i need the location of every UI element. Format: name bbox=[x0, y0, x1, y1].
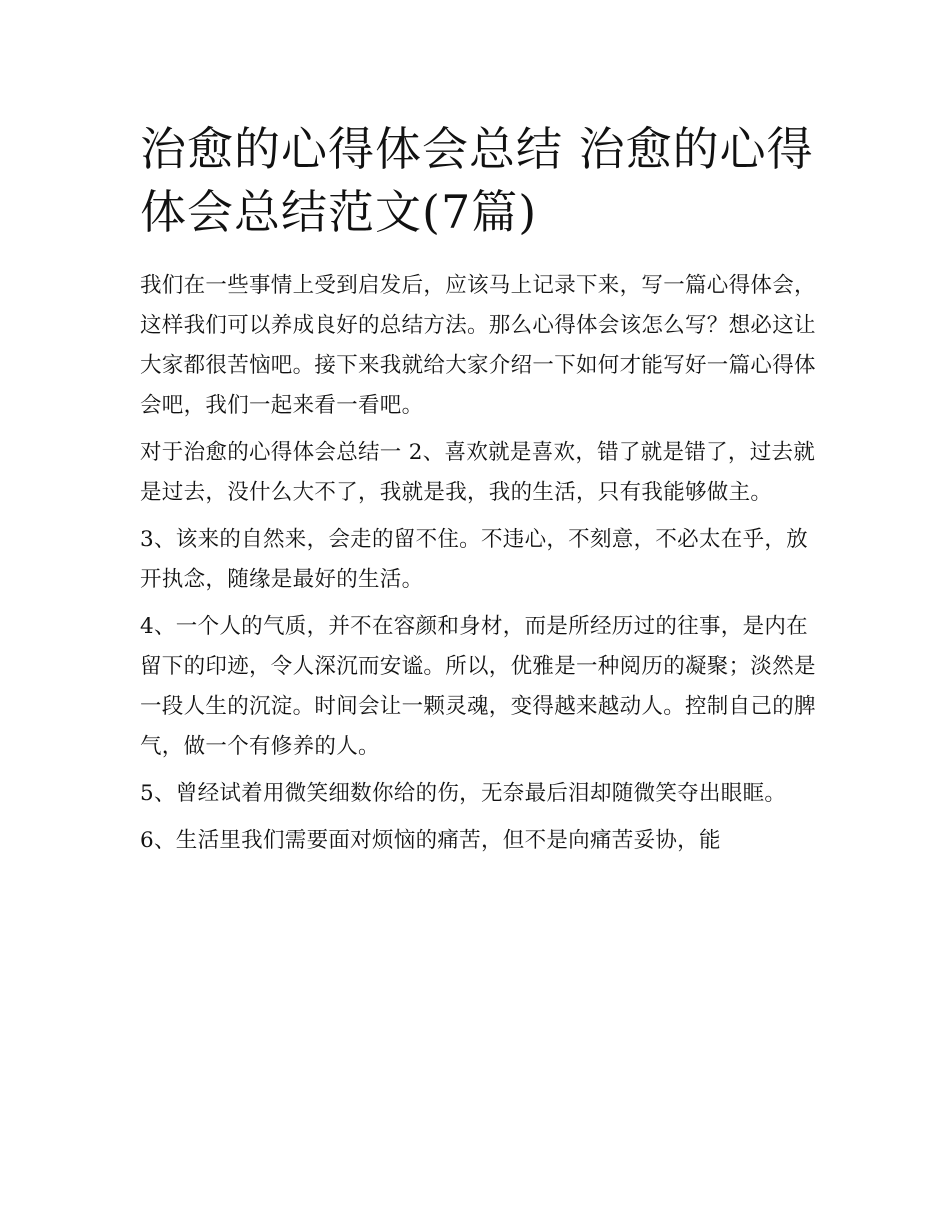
paragraph-item-2: 对于治愈的心得体会总结一 2、喜欢就是喜欢，错了就是错了，过去就是过去，没什么大不了，我就是我，我的生活，只有我能够做主。 bbox=[140, 440, 816, 505]
paragraph-item-4: 4、一个人的气质，并不在容颜和身材，而是所经历过的往事，是内在留下的印迹，令人深沉而安谧。所以，优雅是一种阅历的凝聚；淡然是一段人生的沉淀。时间会让一颗灵魂，变得越来越动人。控制自己的脾气，做一个有修养的人。 bbox=[140, 614, 816, 759]
document-page bbox=[140, 118, 816, 868]
document-title: 治愈的心得体会总结 治愈的心得体会总结范文(7篇) bbox=[140, 122, 814, 239]
paragraph-item-6: 6、生活里我们需要面对烦恼的痛苦，但不是向痛苦妥协，能 bbox=[140, 828, 721, 853]
paragraph-intro: 我们在一些事情上受到启发后，应该马上记录下来，写一篇心得体会，这样我们可以养成良好的总结方法。那么心得体会该怎么写？想必这让大家都很苦恼吧。接下来我就给大家介绍一下如何才能写好一篇心得体会吧，我们一起来看一看吧。 bbox=[140, 273, 816, 418]
paragraph-item-3: 3、该来的自然来，会走的留不住。不违心，不刻意，不必太在乎，放开执念，随缘是最好的生活。 bbox=[140, 527, 808, 592]
document-body bbox=[140, 266, 816, 861]
paragraph-item-5: 5、曾经试着用微笑细数你给的伤，无奈最后泪却随微笑夺出眼眶。 bbox=[140, 781, 787, 806]
